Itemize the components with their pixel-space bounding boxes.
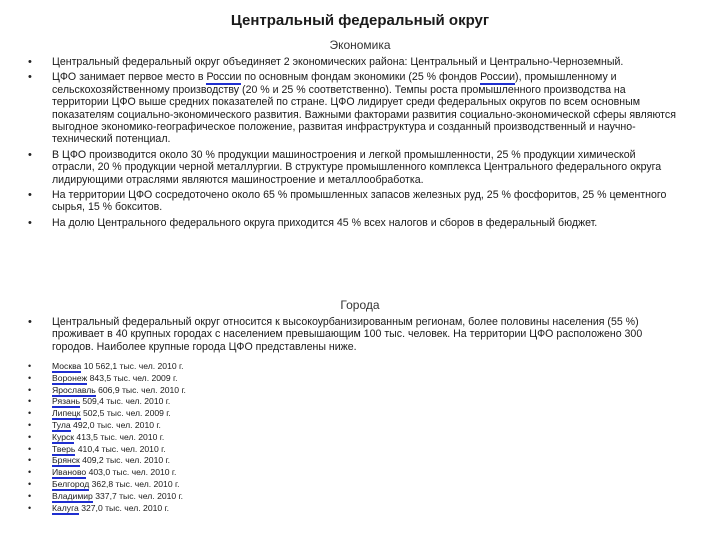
city-link[interactable]: Тула xyxy=(52,419,71,430)
city-list-item xyxy=(30,444,430,456)
economy-item-3: • В ЦФО производится около 30 % продукции машиностроения и легкой промышленности, 25 % продукции химической отрасли, 20 % продукции черной металлургии. В структуре промышленного комплекса Центрального федерального округа лидирующими отраслями являются машиностроение и металлообработка. xyxy=(30,149,680,186)
city-population: 409,2 тыс. чел. 2010 г. xyxy=(79,455,170,466)
city-link[interactable]: Воронеж xyxy=(52,372,88,383)
economy-text: ), промышленному и сельскохозяйственному производству (20 % и 25 % соответственно). Темпы роста промышленного производства на территории ЦФО выше средних показателей по стране. ЦФО лидирует среди федеральных округов по всем основным показателям социально-экономического развития. Важными факторами развития социально-экономической сферы являются выгодное экономико-географическое положение, развитая инфраструктура и созданный производственный и научно-технический потенциал. xyxy=(52,71,676,146)
city-population: 410,4 тыс. чел. 2010 г. xyxy=(75,443,166,454)
city-list-item xyxy=(30,467,430,479)
city-link[interactable]: Тверь xyxy=(52,443,76,454)
city-list-item xyxy=(30,373,430,385)
city-population: 509,4 тыс. чел. 2010 г. xyxy=(80,396,171,407)
city-population: 10 562,1 тыс. чел. 2010 г. xyxy=(81,361,184,371)
russia-link[interactable]: России xyxy=(480,71,516,84)
city-link[interactable]: Брянск xyxy=(52,455,80,466)
city-list-item xyxy=(30,420,430,432)
city-population: 327,0 тыс. чел. 2010 г. xyxy=(78,502,170,513)
economy-item-1: • Центральный федеральный округ объединяет 2 экономических района: Центральный и Центрально-Черноземный. xyxy=(30,56,680,68)
city-link[interactable]: Курск xyxy=(52,431,75,442)
economy-text: ЦФО занимает первое место в xyxy=(52,71,207,84)
city-list-item xyxy=(30,491,430,503)
city-population: 362,8 тыс. чел. 2010 г. xyxy=(89,478,180,489)
cities-intro-list xyxy=(30,316,680,353)
city-population: 502,5 тыс. чел. 2009 г. xyxy=(80,408,171,419)
city-list-item xyxy=(30,408,430,420)
economy-item-4: • На территории ЦФО сосредоточено около 65 % промышленных запасов железных руд, 25 % фосфоритов, 25 % цементного сырья, 15 % бокситов. xyxy=(30,189,680,214)
economy-list xyxy=(30,56,680,229)
city-population: 337,7 тыс. чел. 2010 г. xyxy=(92,490,184,501)
russia-link[interactable]: России xyxy=(206,71,242,84)
city-population: 413,5 тыс. чел. 2010 г. xyxy=(74,431,165,442)
city-link[interactable]: Владимир xyxy=(52,490,93,501)
city-population: 843,5 тыс. чел. 2009 г. xyxy=(87,372,178,383)
city-list xyxy=(30,361,430,514)
cities-heading: Города xyxy=(340,298,380,312)
economy-heading: Экономика xyxy=(329,38,391,52)
city-link[interactable]: Рязань xyxy=(52,396,81,407)
city-link[interactable]: Москва xyxy=(52,361,82,371)
city-population: 403,0 тыс. чел. 2010 г. xyxy=(86,467,177,478)
city-population: 492,0 тыс. чел. 2010 г. xyxy=(70,419,161,430)
page-title: Центральный федеральный округ xyxy=(230,12,490,29)
city-population: 606,9 тыс. чел. 2010 г. xyxy=(95,384,186,395)
city-link[interactable]: Калуга xyxy=(52,502,79,513)
city-list-item xyxy=(30,455,430,467)
city-link[interactable]: Липецк xyxy=(52,408,81,419)
economy-item-5: • На долю Центрального федерального округа приходится 45 % всех налогов и сборов в федеральный бюджет. xyxy=(30,217,680,229)
city-list-item xyxy=(30,385,430,397)
city-list-item xyxy=(30,432,430,444)
city-list-item xyxy=(30,361,430,373)
cities-intro: • Центральный федеральный округ относится к высокоурбанизированным регионам, более половины населения (55 %) проживает в 40 крупных городах с населением превышающим 100 тыс. человек. На территории ЦФО расположено 300 городов. Наиболее крупные города ЦФО представлены ниже. xyxy=(30,316,680,353)
city-list-item xyxy=(30,479,430,491)
city-list-item xyxy=(30,396,430,408)
economy-text: по основным фондам экономики (25 % фондов xyxy=(241,71,481,84)
city-link[interactable]: Белгород xyxy=(52,478,90,489)
city-list-item xyxy=(30,503,430,515)
economy-item-2 xyxy=(30,71,680,145)
city-link[interactable]: Иваново xyxy=(52,467,87,478)
city-link[interactable]: Ярославль xyxy=(52,384,96,395)
